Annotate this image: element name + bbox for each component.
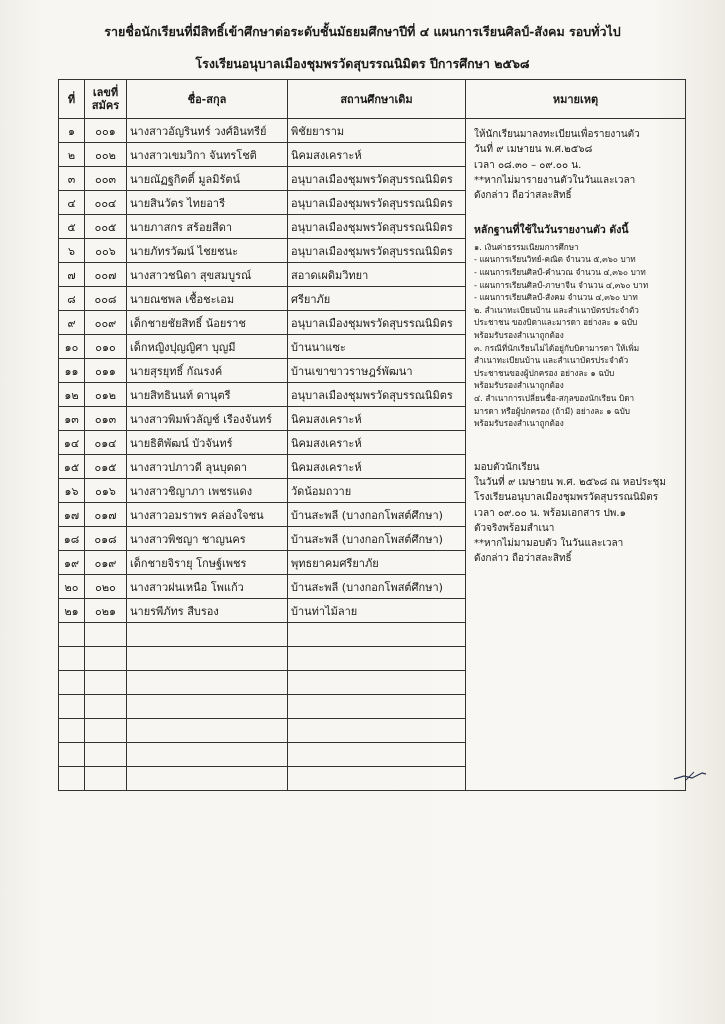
document-line: พร้อมรับรองสำเนาถูกต้อง — [474, 380, 564, 391]
row-number: ๑๓ — [59, 407, 85, 431]
document-line: ๓. กรณีที่นักเรียนไม่ได้อยู่กับบิดามารดา ให้เพิ่ม — [474, 342, 640, 353]
report-line: เวลา ๐๘.๓๐ – ๐๙.๐๐ น. — [474, 159, 582, 171]
row-application-no: ๐๑๕ — [85, 455, 127, 479]
report-line: **หากไม่มารายงานตัวในวันและเวลา — [474, 174, 636, 186]
fee-line: - แผนการเรียนวิทย์-คณิต จำนวน ๕,๓๖๐ บาท — [474, 254, 636, 265]
row-application-no: ๐๑๖ — [85, 479, 127, 503]
row-number: ๙ — [59, 311, 85, 335]
row-previous-school: นิคมสงเคราะห์ — [288, 143, 466, 167]
row-previous-school — [288, 767, 466, 791]
row-number — [59, 695, 85, 719]
student-table — [58, 79, 686, 791]
row-application-no: ๐๒๐ — [85, 575, 127, 599]
row-application-no — [85, 623, 127, 647]
row-previous-school: อนุบาลเมืองชุมพรวัดสุบรรณนิมิตร — [288, 191, 466, 215]
row-application-no: ๐๐๑ — [85, 119, 127, 143]
document-line: ประชาชน ของบิดาและมารดา อย่างละ ๑ ฉบับ — [474, 317, 638, 328]
row-application-no — [85, 695, 127, 719]
row-number: ๑๔ — [59, 431, 85, 455]
row-previous-school: อนุบาลเมืองชุมพรวัดสุบรรณนิมิตร — [288, 311, 466, 335]
row-application-no: ๐๑๗ — [85, 503, 127, 527]
row-application-no — [85, 743, 127, 767]
handover-line: ดังกล่าว ถือว่าสละสิทธิ์ — [474, 553, 572, 565]
row-student-name — [127, 743, 288, 767]
header-application-no: เลขที่ สมัคร — [85, 80, 127, 119]
document-line: ประชาชนของผู้ปกครอง อย่างละ ๑ ฉบับ — [474, 367, 615, 378]
row-previous-school: นิคมสงเคราะห์ — [288, 455, 466, 479]
row-number: ๒๐ — [59, 575, 85, 599]
row-student-name — [127, 767, 288, 791]
row-application-no — [85, 767, 127, 791]
document-line: ๒. สำเนาทะเบียนบ้าน และสำเนาบัตรประจำตัว — [474, 304, 639, 315]
row-student-name: นางสาวอัญรินทร์ วงศ์อินทรีย์ — [127, 119, 288, 143]
documents-heading: หลักฐานที่ใช้ในวันรายงานตัว ดังนี้ — [474, 224, 629, 237]
row-number: ๑๐ — [59, 335, 85, 359]
row-number: ๑ — [59, 119, 85, 143]
row-student-name: นายณชพล เชื้อชะเอม — [127, 287, 288, 311]
row-previous-school: อนุบาลเมืองชุมพรวัดสุบรรณนิมิตร — [288, 383, 466, 407]
row-application-no: ๐๐๔ — [85, 191, 127, 215]
fee-line: - แผนการเรียนศิลป์-ภาษาจีน จำนวน ๔,๓๖๐ บาท — [474, 279, 649, 290]
handover-line: **หากไม่มามอบตัว ในวันและเวลา — [474, 538, 624, 550]
row-previous-school: นิคมสงเคราะห์ — [288, 431, 466, 455]
row-number: ๒๑ — [59, 599, 85, 623]
row-application-no — [85, 647, 127, 671]
row-number: ๑๑ — [59, 359, 85, 383]
row-previous-school: พุทธยาคมศรียาภัย — [288, 551, 466, 575]
row-previous-school: บ้านท่าไม้ลาย — [288, 599, 466, 623]
row-application-no: ๐๑๓ — [85, 407, 127, 431]
table-header-row — [59, 80, 686, 119]
row-previous-school: พิชัยยาราม — [288, 119, 466, 143]
row-number: ๒ — [59, 143, 85, 167]
row-student-name: นายณัฏฐกิตติ์ มูลมิรัตน์ — [127, 167, 288, 191]
row-number: ๑๕ — [59, 455, 85, 479]
row-student-name — [127, 647, 288, 671]
row-number: ๕ — [59, 215, 85, 239]
remark-cell — [466, 119, 686, 791]
handover-line: เวลา ๐๙.๐๐ น. พร้อมเอกสาร ปพ.๑ — [474, 507, 626, 519]
row-application-no: ๐๑๑ — [85, 359, 127, 383]
row-application-no: ๐๑๘ — [85, 527, 127, 551]
row-previous-school: บ้านสะพลี (บางกอกโพสต์ศึกษา) — [288, 575, 466, 599]
row-student-name: นางสาวฝนเหนือ โพแก้ว — [127, 575, 288, 599]
document-title: รายชื่อนักเรียนที่มีสิทธิ์เข้าศึกษาต่อระดับชั้นมัธยมศึกษาปีที่ ๔ แผนการเรียนศิลป์-สังคม รอบทั่วไป — [104, 24, 621, 39]
row-student-name: นายสุรยุทธิ์ กัณรงค์ — [127, 359, 288, 383]
row-student-name: นางสาวชนิดา สุขสมบูรณ์ — [127, 263, 288, 287]
report-line: ดังกล่าว ถือว่าสละสิทธิ์ — [474, 190, 572, 202]
document-line: ๔. สำเนาการเปลี่ยนชื่อ-สกุลของนักเรียน บิดา — [474, 392, 635, 403]
row-application-no: ๐๐๘ — [85, 287, 127, 311]
row-previous-school: วัดน้อมถวาย — [288, 479, 466, 503]
row-number: ๑๘ — [59, 527, 85, 551]
header-remark: หมายเหตุ — [466, 80, 686, 119]
row-student-name: นางสาวพิชญา ชาญนคร — [127, 527, 288, 551]
fee-title: ๑. เงินค่าธรรมเนียมการศึกษา — [474, 241, 579, 252]
row-student-name — [127, 671, 288, 695]
row-application-no: ๐๐๖ — [85, 239, 127, 263]
fee-line: - แผนการเรียนศิลป์-สังคม จำนวน ๔,๓๖๐ บาท — [474, 292, 638, 303]
row-number: ๑๖ — [59, 479, 85, 503]
report-line: วันที่ ๙ เมษายน พ.ศ.๒๕๖๘ — [474, 144, 593, 156]
row-number: ๑๙ — [59, 551, 85, 575]
row-application-no: ๐๐๕ — [85, 215, 127, 239]
row-application-no — [85, 671, 127, 695]
row-number — [59, 767, 85, 791]
pen-mark — [672, 770, 708, 782]
row-previous-school — [288, 695, 466, 719]
row-number: ๓ — [59, 167, 85, 191]
row-student-name: นางสาวปภาวดี ลุนบุดดา — [127, 455, 288, 479]
row-student-name: นางสาวพิมพ์วลัญช์ เรืองจันทร์ — [127, 407, 288, 431]
row-number — [59, 671, 85, 695]
row-student-name: นายภาสกร สร้อยสีดา — [127, 215, 288, 239]
row-student-name — [127, 623, 288, 647]
handover-line: โรงเรียนอนุบาลเมืองชุมพรวัดสุบรรณนิมิตร — [474, 492, 659, 504]
row-previous-school — [288, 671, 466, 695]
row-application-no: ๐๐๙ — [85, 311, 127, 335]
row-previous-school: บ้านสะพลี (บางกอกโพสต์ศึกษา) — [288, 503, 466, 527]
row-student-name: เด็กชายชัยสิทธิ์ น้อยราช — [127, 311, 288, 335]
row-previous-school: อนุบาลเมืองชุมพรวัดสุบรรณนิมิตร — [288, 215, 466, 239]
row-number — [59, 623, 85, 647]
row-previous-school: บ้านสะพลี (บางกอกโพสต์ศึกษา) — [288, 527, 466, 551]
row-student-name: นางสาวชิญาภา เพชรแดง — [127, 479, 288, 503]
row-student-name: นายธิติพัฒน์ บัวจันทร์ — [127, 431, 288, 455]
row-student-name: เด็กชายจิรายุ โกษฐ์เพชร — [127, 551, 288, 575]
handover-line: มอบตัวนักเรียน — [474, 461, 540, 473]
row-previous-school — [288, 647, 466, 671]
row-previous-school: บ้านเขาขาวราษฎร์พัฒนา — [288, 359, 466, 383]
row-number: ๗ — [59, 263, 85, 287]
row-number: ๘ — [59, 287, 85, 311]
row-number — [59, 647, 85, 671]
row-previous-school: อนุบาลเมืองชุมพรวัดสุบรรณนิมิตร — [288, 239, 466, 263]
row-previous-school: นิคมสงเคราะห์ — [288, 407, 466, 431]
row-number: ๖ — [59, 239, 85, 263]
row-application-no — [85, 719, 127, 743]
row-number: ๑๒ — [59, 383, 85, 407]
row-previous-school: สอาดเผดิมวิทยา — [288, 263, 466, 287]
row-previous-school — [288, 623, 466, 647]
row-number: ๑๗ — [59, 503, 85, 527]
row-application-no: ๐๒๑ — [85, 599, 127, 623]
document-line: พร้อมรับรองสำเนาถูกต้อง — [474, 418, 564, 429]
fee-line: - แผนการเรียนศิลป์-คำนวณ จำนวน ๔,๓๖๐ บาท — [474, 266, 646, 277]
handover-line: ในวันที่ ๙ เมษายน พ.ศ. ๒๕๖๘ ณ หอประชุม — [474, 476, 666, 488]
row-application-no: ๐๑๒ — [85, 383, 127, 407]
row-number — [59, 719, 85, 743]
row-application-no: ๐๐๓ — [85, 167, 127, 191]
row-number: ๔ — [59, 191, 85, 215]
row-application-no: ๐๐๗ — [85, 263, 127, 287]
row-student-name — [127, 695, 288, 719]
document-line: สำเนาทะเบียนบ้าน และสำเนาบัตรประจำตัว — [474, 355, 629, 366]
row-previous-school: อนุบาลเมืองชุมพรวัดสุบรรณนิมิตร — [288, 167, 466, 191]
row-student-name: เด็กหญิงปุญญิศา บุญมี — [127, 335, 288, 359]
row-number — [59, 743, 85, 767]
row-student-name: นางสาวอมราพร คล่องใจชน — [127, 503, 288, 527]
remark-notes — [466, 119, 685, 567]
header-no: ที่ — [59, 80, 85, 119]
header-name: ชื่อ-สกุล — [127, 80, 288, 119]
document-line: พร้อมรับรองสำเนาถูกต้อง — [474, 329, 564, 340]
row-application-no: ๐๐๒ — [85, 143, 127, 167]
row-previous-school: ศรียาภัย — [288, 287, 466, 311]
row-student-name: นายสินวัตร ไทยอารี — [127, 191, 288, 215]
table-row — [59, 119, 686, 143]
row-application-no: ๐๑๙ — [85, 551, 127, 575]
handover-line: ตัวจริงพร้อมสำเนา — [474, 522, 555, 534]
row-student-name: นางสาวเขมวิกา จันทรโชติ — [127, 143, 288, 167]
document-line: มารดา หรือผู้ปกครอง (ถ้ามี) อย่างละ ๑ ฉบับ — [474, 405, 631, 416]
row-application-no: ๐๑๔ — [85, 431, 127, 455]
row-student-name — [127, 719, 288, 743]
row-previous-school — [288, 743, 466, 767]
school-title: โรงเรียนอนุบาลเมืองชุมพรวัดสุบรรณนิมิตร ปีการศึกษา ๒๕๖๘ — [195, 56, 530, 71]
row-student-name: นายรพีภัทร สืบรอง — [127, 599, 288, 623]
row-student-name: นายสิทธินนท์ ดานุตรี — [127, 383, 288, 407]
report-line: ให้นักเรียนมาลงทะเบียนเพื่อรายงานตัว — [474, 129, 640, 140]
row-previous-school — [288, 719, 466, 743]
row-previous-school: บ้านนาแซะ — [288, 335, 466, 359]
row-student-name: นายภัทรวัฒน์ ไชยชนะ — [127, 239, 288, 263]
header-school: สถานศึกษาเดิม — [288, 80, 466, 119]
row-application-no: ๐๑๐ — [85, 335, 127, 359]
